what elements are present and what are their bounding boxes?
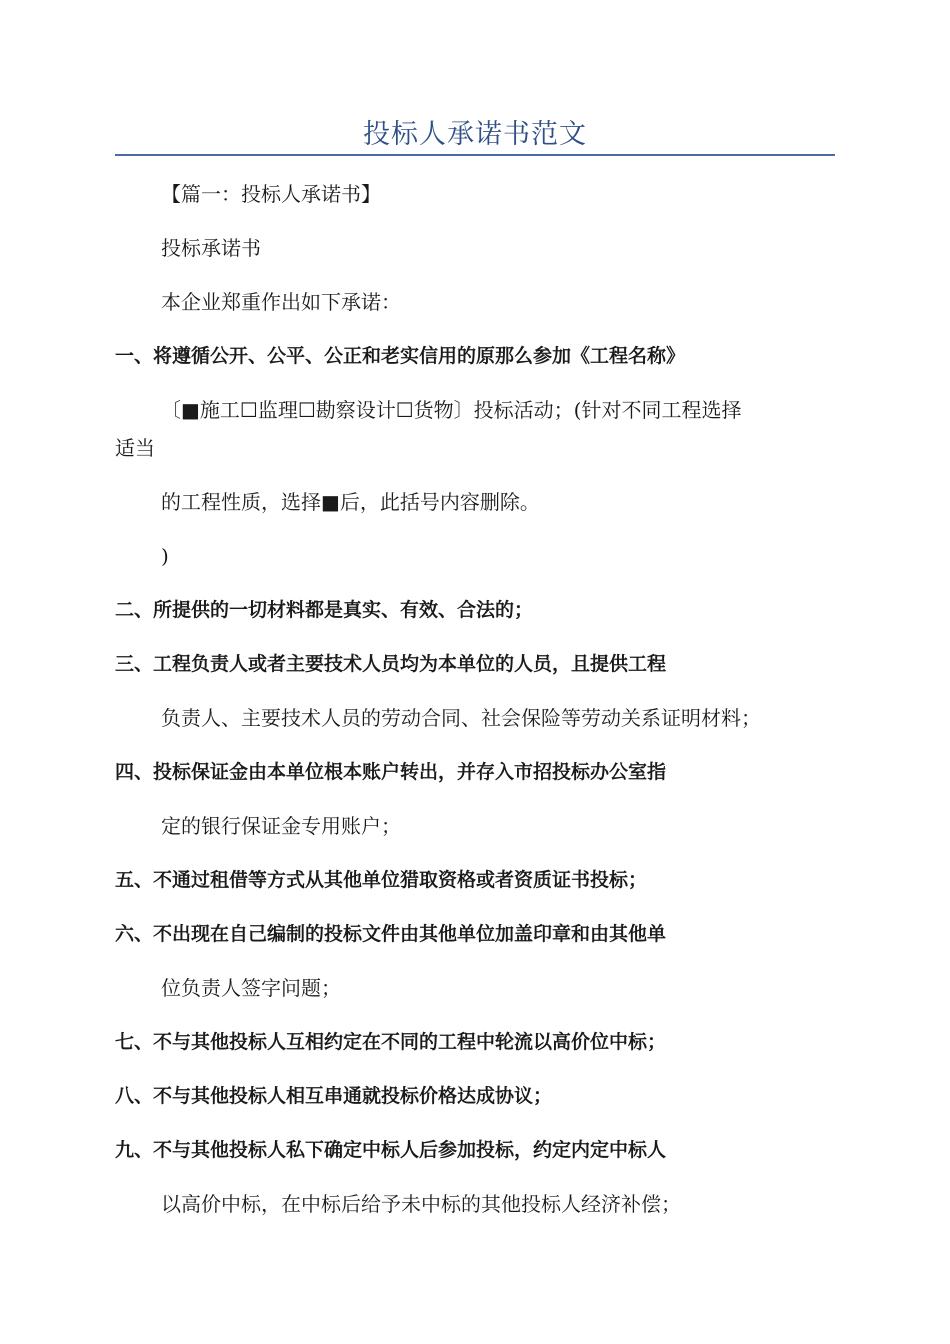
commitment-item-6: 六、不出现在自己编制的投标文件由其他单位加盖印章和由其他单: [115, 923, 667, 945]
paragraph-line: 以高价中标，在中标后给予未中标的其他投标人经济补偿；: [161, 1192, 681, 1216]
title-underline: [115, 154, 835, 156]
commitment-item-3: 三、工程负责人或者主要技术人员均为本单位的人员，且提供工程: [115, 653, 667, 675]
document-title: 投标人承诺书范文: [363, 119, 587, 150]
commitment-item-4: 四、投标保证金由本单位根本账户转出，并存入市招投标办公室指: [115, 761, 667, 783]
commitment-item-7: 七、不与其他投标人互相约定在不同的工程中轮流以高价位中标；: [115, 1031, 667, 1053]
paragraph-line: 〔■施工☐监理☐勘察设计☐货物〕投标活动；(针对不同工程选择: [161, 398, 742, 422]
paragraph-line: 本企业郑重作出如下承诺：: [161, 290, 401, 314]
commitment-item-1: 一、将遵循公开、公平、公正和老实信用的原那么参加《工程名称》: [115, 345, 686, 367]
commitment-item-5: 五、不通过租借等方式从其他单位猎取资格或者资质证书投标；: [115, 869, 648, 891]
paragraph-line: 位负责人签字问题；: [161, 976, 341, 1000]
commitment-item-8: 八、不与其他投标人相互串通就投标价格达成协议；: [115, 1085, 553, 1107]
section-heading: 【篇一：投标人承诺书】: [161, 182, 381, 206]
paragraph-line: 适当: [115, 436, 155, 460]
paragraph-line: 投标承诺书: [161, 236, 261, 260]
paragraph-line: ): [161, 544, 169, 568]
commitment-item-9: 九、不与其他投标人私下确定中标人后参加投标，约定内定中标人: [115, 1139, 667, 1161]
commitment-item-2: 二、所提供的一切材料都是真实、有效、合法的；: [115, 599, 534, 621]
paragraph-line: 的工程性质，选择■后，此括号内容删除。: [161, 490, 540, 514]
paragraph-line: 定的银行保证金专用账户；: [161, 814, 401, 838]
paragraph-line: 负责人、主要技术人员的劳动合同、社会保险等劳动关系证明材料；: [161, 706, 761, 730]
